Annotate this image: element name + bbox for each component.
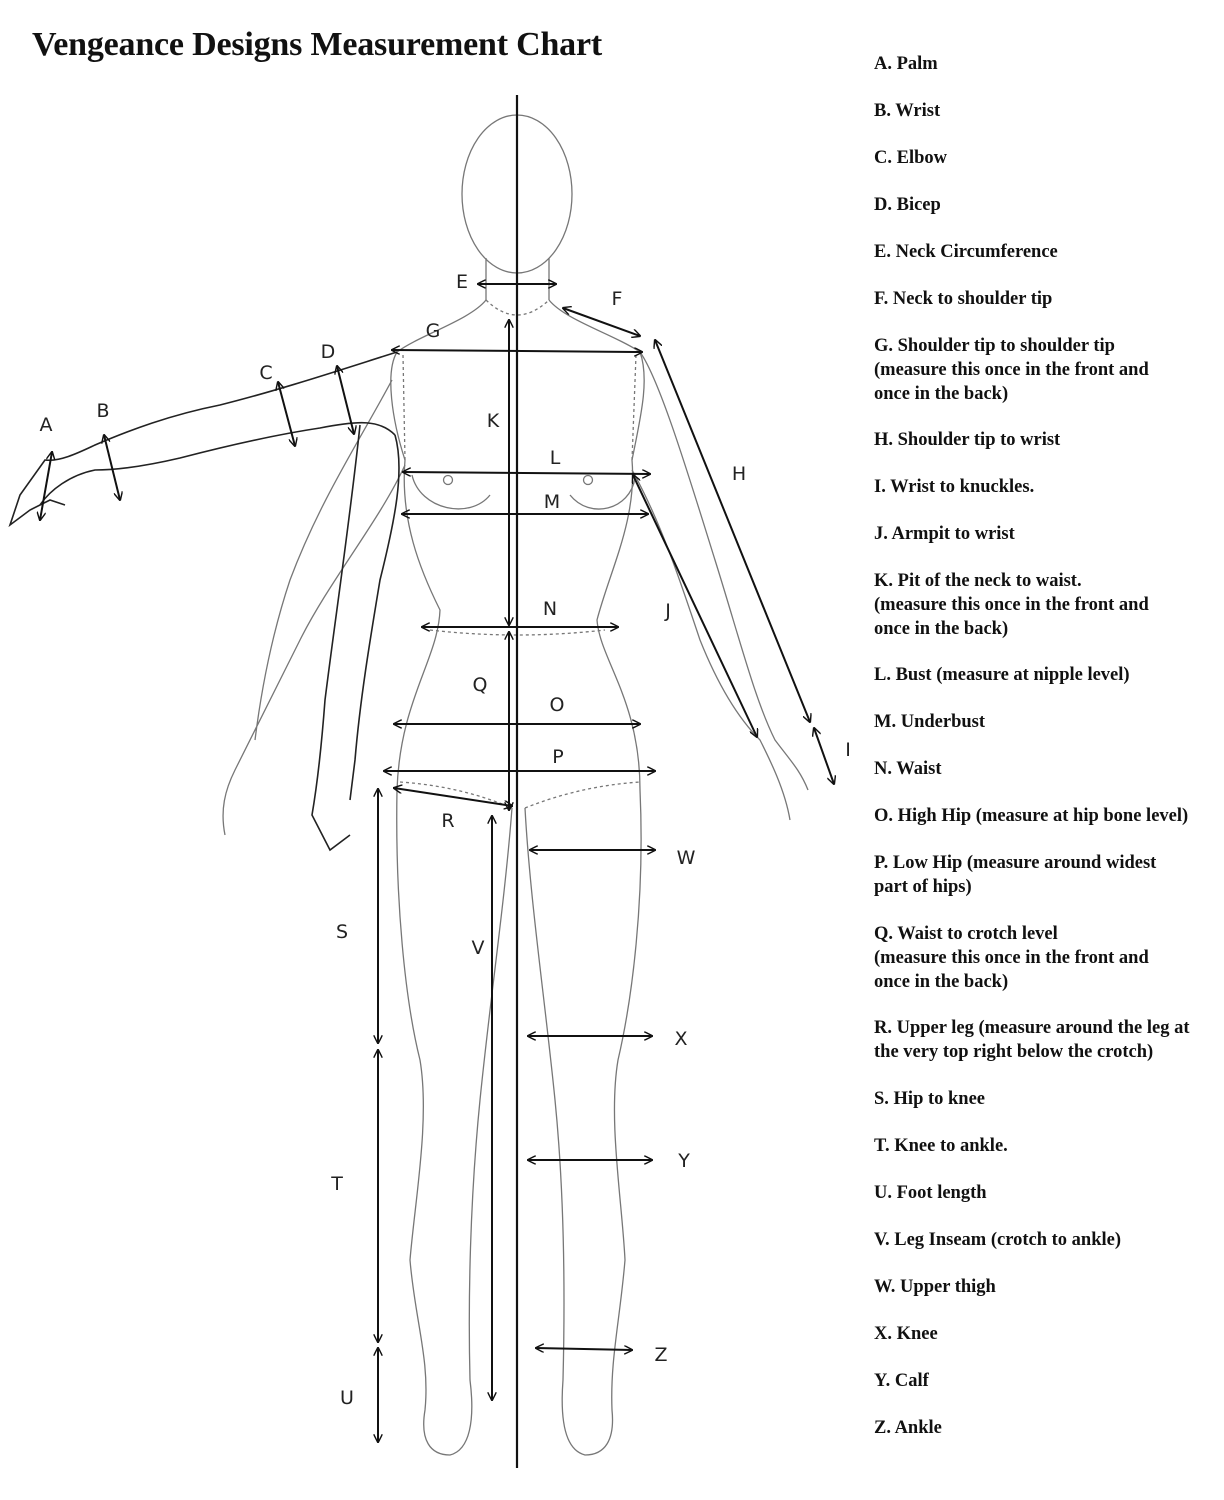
arrow-i bbox=[814, 728, 834, 784]
diagram-label-n: N bbox=[542, 598, 558, 620]
legend-item: O. High Hip (measure at hip bone level) bbox=[874, 806, 1189, 826]
diagram-label-b: B bbox=[96, 400, 110, 422]
arrow-h bbox=[655, 340, 810, 722]
arm-sketch-outline bbox=[312, 425, 399, 850]
diagram-label-f: F bbox=[611, 288, 623, 310]
diagram-label-t: T bbox=[331, 1173, 343, 1195]
legend-item: T. Knee to ankle. bbox=[874, 1136, 1008, 1156]
raised-arm-outline bbox=[10, 352, 397, 525]
diagram-label-l: L bbox=[549, 447, 561, 469]
legend-item: F. Neck to shoulder tip bbox=[874, 289, 1053, 309]
legend-item: C. Elbow bbox=[874, 148, 947, 168]
legend-item: H. Shoulder tip to wrist bbox=[874, 430, 1061, 450]
arrow-z bbox=[536, 1348, 632, 1350]
legend-item: K. Pit of the neck to waist. (measure this once in the front and once in the back) bbox=[874, 571, 1149, 639]
legend-item: U. Foot length bbox=[874, 1183, 987, 1203]
legend-item: N. Waist bbox=[874, 759, 942, 779]
diagram-label-g: G bbox=[425, 320, 441, 342]
diagram-label-m: M bbox=[543, 491, 561, 513]
right-arm-outline bbox=[632, 352, 808, 820]
diagram-label-y: Y bbox=[678, 1150, 690, 1172]
arrow-j bbox=[633, 475, 757, 737]
left-arm-hanging-outline bbox=[223, 380, 405, 835]
diagram-labels bbox=[40, 271, 851, 1409]
diagram-label-q: Q bbox=[472, 674, 488, 696]
diagram-label-u: U bbox=[340, 1387, 354, 1409]
legend-item: Y. Calf bbox=[874, 1371, 929, 1391]
diagram-label-p: P bbox=[552, 746, 564, 768]
right-leg-outline bbox=[525, 790, 641, 1455]
page-title: Vengeance Designs Measurement Chart bbox=[32, 26, 602, 63]
arrow-b bbox=[104, 435, 120, 500]
arrow-l bbox=[403, 472, 650, 474]
legend-item: Q. Waist to crotch level (measure this once in the front and once in the back) bbox=[874, 924, 1149, 992]
legend-item: J. Armpit to wrist bbox=[874, 524, 1015, 544]
legend-item: I. Wrist to knuckles. bbox=[874, 477, 1035, 497]
legend-item: B. Wrist bbox=[874, 101, 941, 121]
measurement-arrows bbox=[40, 284, 834, 1442]
legend-item: W. Upper thigh bbox=[874, 1277, 996, 1297]
torso-right-outline bbox=[549, 300, 644, 790]
legend-item: R. Upper leg (measure around the leg at the very top right below the crotch) bbox=[874, 1018, 1190, 1062]
diagram-label-c: C bbox=[259, 362, 273, 384]
diagram-label-s: S bbox=[335, 921, 349, 943]
legend-item: G. Shoulder tip to shoulder tip (measure this once in the front and once in the back) bbox=[874, 336, 1149, 404]
legend-item: X. Knee bbox=[874, 1324, 938, 1344]
figure-outline bbox=[10, 115, 808, 1455]
legend-item: P. Low Hip (measure around widest part of hips) bbox=[874, 853, 1157, 897]
arrow-g bbox=[392, 350, 642, 352]
diagram-label-d: D bbox=[320, 341, 336, 363]
legend-item: S. Hip to knee bbox=[874, 1089, 986, 1109]
legend-item: A. Palm bbox=[874, 54, 938, 74]
legend-item: L. Bust (measure at nipple level) bbox=[874, 665, 1130, 685]
legend-item: Z. Ankle bbox=[874, 1418, 942, 1438]
left-leg-outline bbox=[397, 790, 512, 1455]
diagram-label-a: A bbox=[39, 414, 53, 436]
diagram-label-z: Z bbox=[654, 1344, 668, 1366]
legend-item: E. Neck Circumference bbox=[874, 242, 1058, 262]
diagram-label-k: K bbox=[486, 410, 500, 432]
diagram-label-h: H bbox=[731, 463, 747, 485]
diagram-label-x: X bbox=[674, 1028, 688, 1050]
diagram-label-r: R bbox=[441, 810, 455, 832]
legend-item: D. Bicep bbox=[874, 195, 941, 215]
arrow-a bbox=[40, 452, 52, 520]
arrow-r bbox=[394, 788, 512, 806]
diagram-label-w: W bbox=[676, 847, 696, 869]
diagram-label-i: I bbox=[845, 739, 851, 761]
diagram-label-o: O bbox=[549, 694, 565, 716]
legend-item: V. Leg Inseam (crotch to ankle) bbox=[874, 1230, 1121, 1250]
guide-dashes bbox=[400, 300, 640, 808]
bust-outline bbox=[412, 475, 635, 509]
torso-left-outline bbox=[391, 300, 486, 790]
diagram-label-v: V bbox=[471, 937, 485, 959]
arrow-c bbox=[278, 382, 295, 446]
legend-item: M. Underbust bbox=[874, 712, 986, 732]
diagram-label-j: J bbox=[665, 600, 671, 622]
diagram-label-e: E bbox=[455, 271, 469, 293]
